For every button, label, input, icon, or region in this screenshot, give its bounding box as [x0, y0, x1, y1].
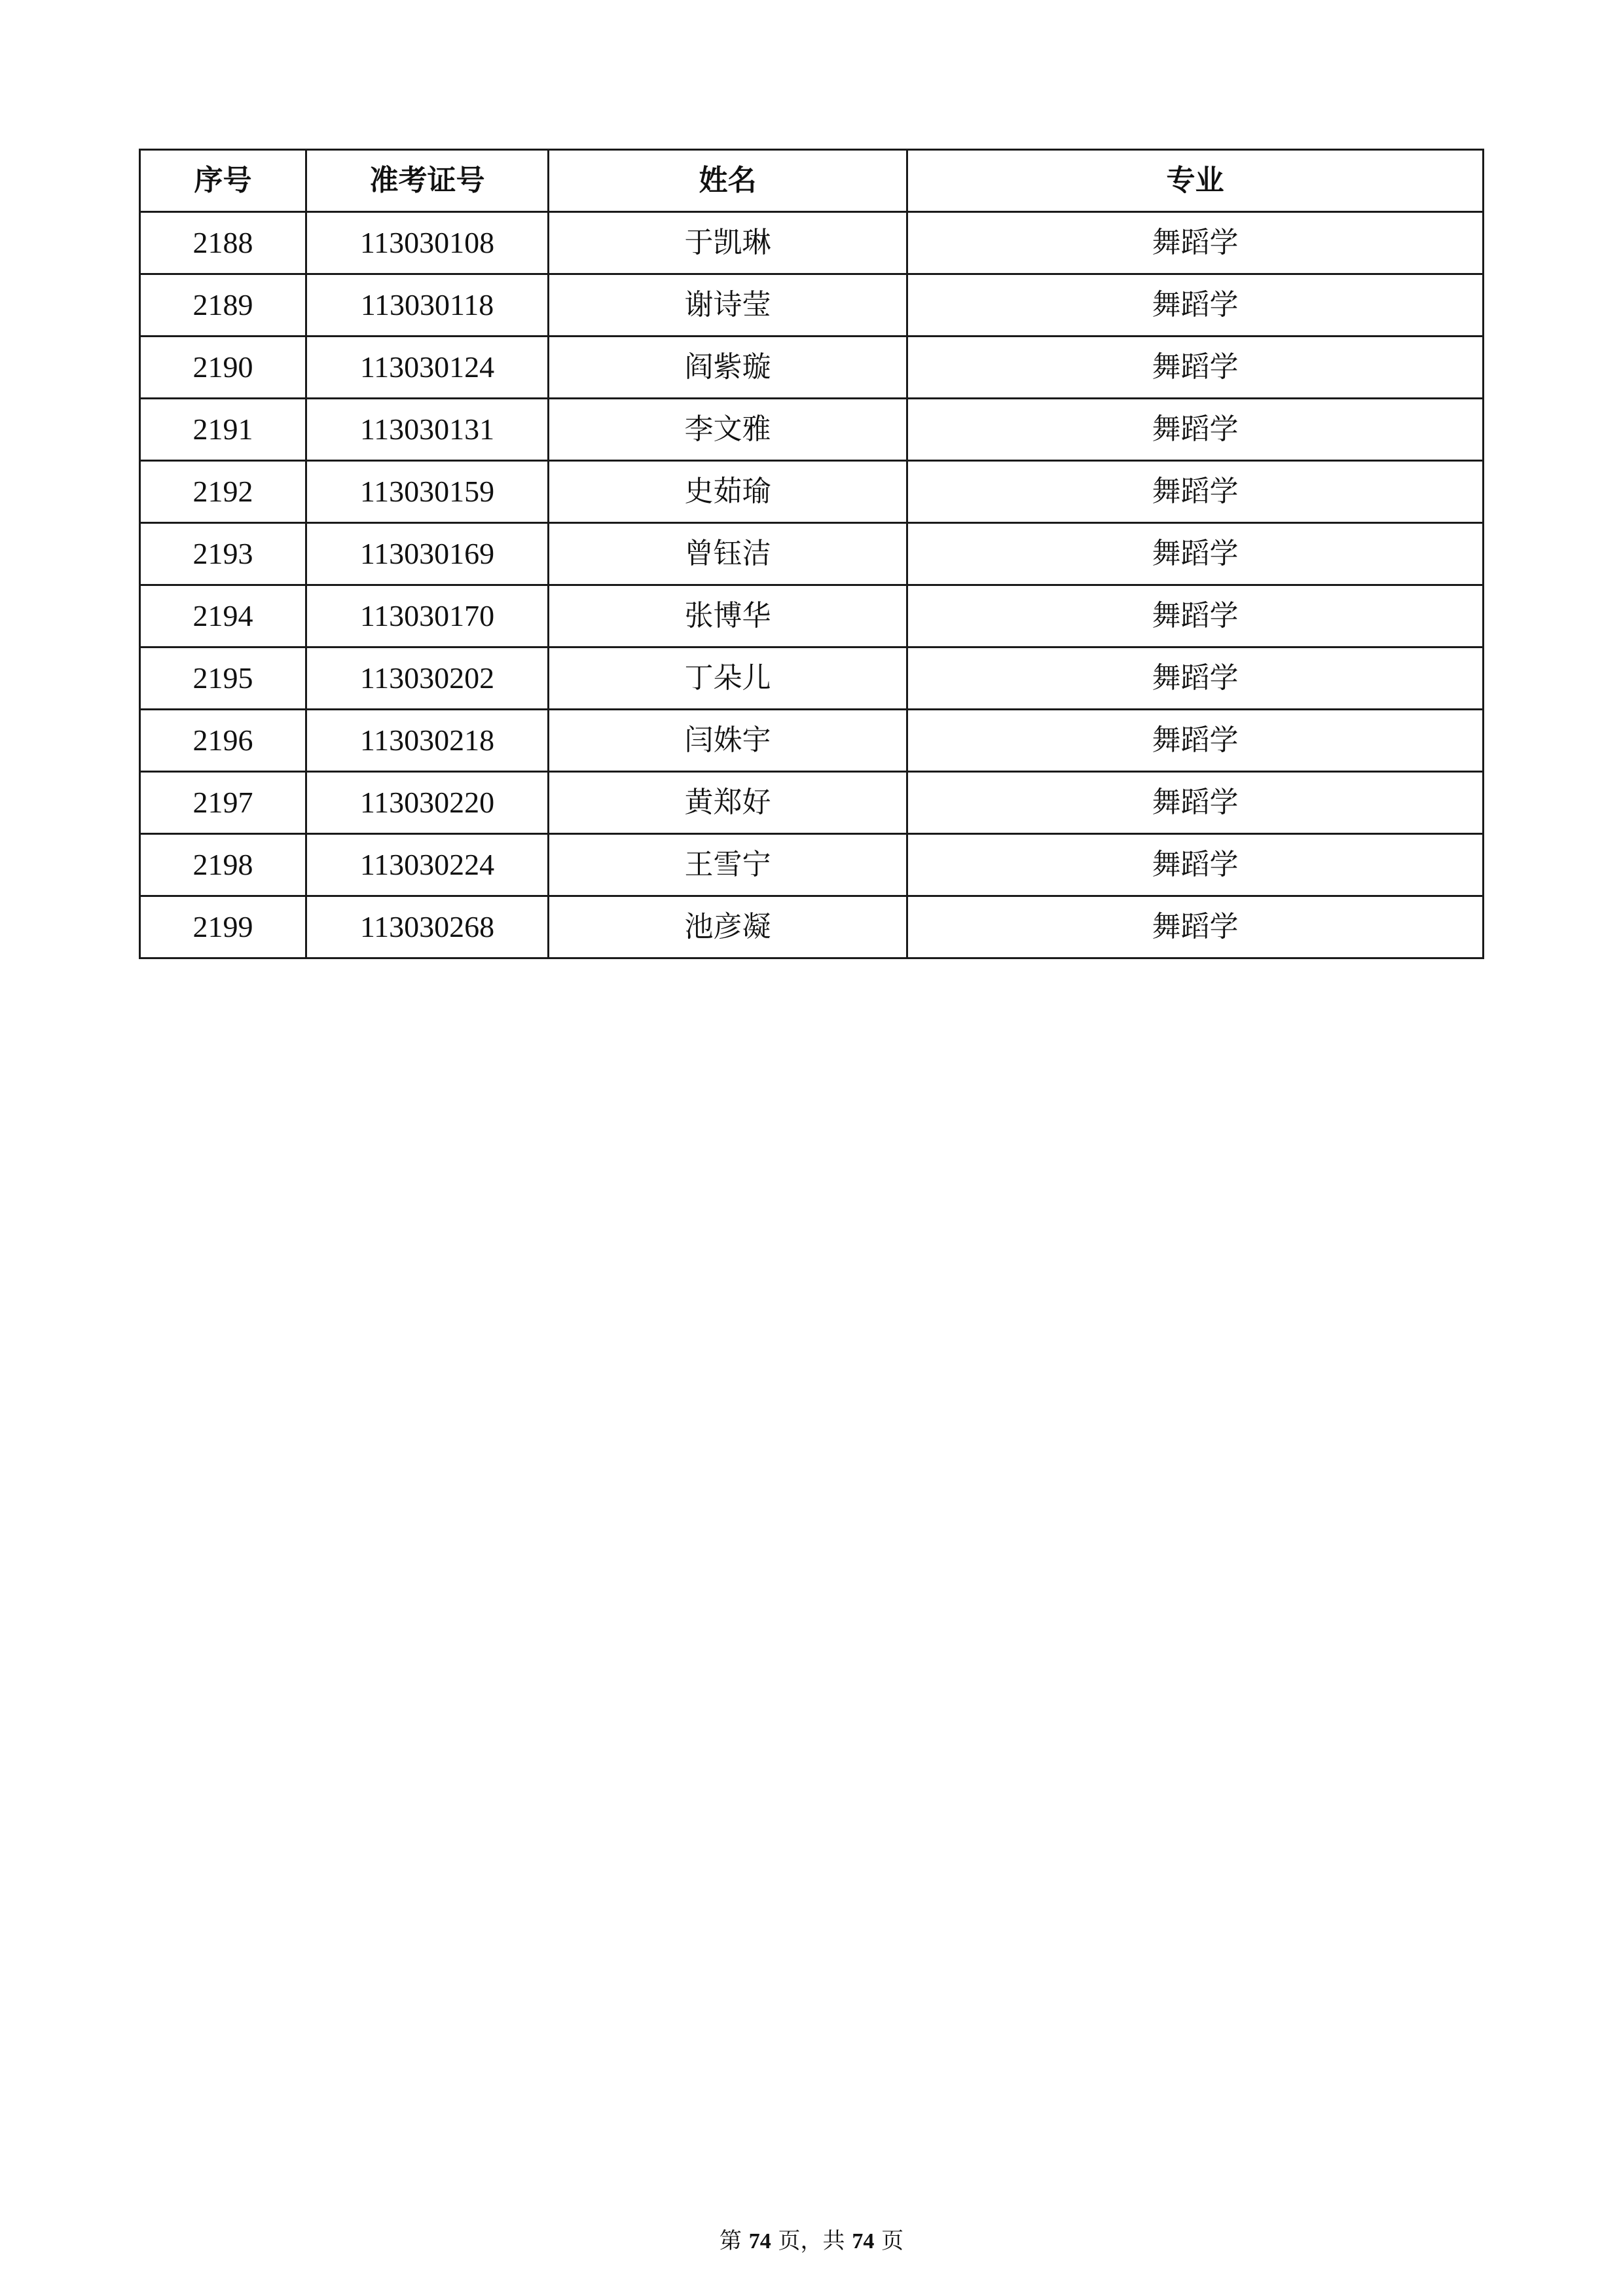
cell-name: 李文雅: [549, 399, 907, 461]
cell-major: 舞蹈学: [907, 834, 1484, 896]
cell-exam-number: 113030118: [306, 274, 549, 337]
cell-major: 舞蹈学: [907, 647, 1484, 710]
cell-seq: 2197: [140, 772, 306, 834]
cell-major: 舞蹈学: [907, 772, 1484, 834]
cell-seq: 2198: [140, 834, 306, 896]
table-row: [140, 710, 1484, 772]
table-row: [140, 896, 1484, 958]
table-row: [140, 772, 1484, 834]
current-page-number: 74: [748, 2229, 771, 2253]
cell-seq: 2196: [140, 710, 306, 772]
roster-sheet: [139, 149, 1482, 959]
header-name: 姓名: [549, 150, 907, 212]
table-row: [140, 399, 1484, 461]
cell-name: 池彦凝: [549, 896, 907, 958]
table-row: [140, 834, 1484, 896]
cell-seq: 2191: [140, 399, 306, 461]
cell-exam-number: 113030170: [306, 585, 549, 647]
header-row: [140, 150, 1484, 212]
cell-seq: 2199: [140, 896, 306, 958]
cell-major: 舞蹈学: [907, 523, 1484, 585]
cell-major: 舞蹈学: [907, 274, 1484, 337]
cell-seq: 2188: [140, 212, 306, 274]
header-seq: 序号: [140, 150, 306, 212]
cell-major: 舞蹈学: [907, 399, 1484, 461]
cell-exam-number: 113030224: [306, 834, 549, 896]
cell-seq: 2195: [140, 647, 306, 710]
cell-name: 谢诗莹: [549, 274, 907, 337]
cell-major: 舞蹈学: [907, 896, 1484, 958]
cell-seq: 2190: [140, 337, 306, 399]
table-row: [140, 647, 1484, 710]
cell-exam-number: 113030268: [306, 896, 549, 958]
cell-exam-number: 113030218: [306, 710, 549, 772]
cell-seq: 2192: [140, 461, 306, 523]
cell-major: 舞蹈学: [907, 461, 1484, 523]
footer-prefix: 第: [719, 2228, 742, 2254]
cell-seq: 2189: [140, 274, 306, 337]
cell-name: 曾钰洁: [549, 523, 907, 585]
table-row: [140, 274, 1484, 337]
cell-name: 王雪宁: [549, 834, 907, 896]
cell-name: 闫姝宇: [549, 710, 907, 772]
table-header: [140, 150, 1484, 212]
cell-seq: 2193: [140, 523, 306, 585]
cell-exam-number: 113030159: [306, 461, 549, 523]
table-row: [140, 523, 1484, 585]
cell-exam-number: 113030124: [306, 337, 549, 399]
cell-name: 阎紫璇: [549, 337, 907, 399]
cell-major: 舞蹈学: [907, 710, 1484, 772]
table-row: [140, 461, 1484, 523]
cell-name: 张博华: [549, 585, 907, 647]
cell-exam-number: 113030108: [306, 212, 549, 274]
page-footer: [0, 2223, 1623, 2255]
roster-table: [139, 149, 1484, 959]
cell-exam-number: 113030202: [306, 647, 549, 710]
total-page-number: 74: [852, 2229, 875, 2253]
footer-suffix: 页: [881, 2228, 904, 2254]
header-exam-number: 准考证号: [306, 150, 549, 212]
cell-exam-number: 113030220: [306, 772, 549, 834]
cell-name: 于凯琳: [549, 212, 907, 274]
cell-seq: 2194: [140, 585, 306, 647]
cell-exam-number: 113030131: [306, 399, 549, 461]
footer-middle: 页，共: [778, 2228, 845, 2254]
cell-major: 舞蹈学: [907, 337, 1484, 399]
header-major: 专业: [907, 150, 1484, 212]
cell-major: 舞蹈学: [907, 212, 1484, 274]
table-row: [140, 585, 1484, 647]
cell-name: 黄郑好: [549, 772, 907, 834]
cell-exam-number: 113030169: [306, 523, 549, 585]
table-row: [140, 337, 1484, 399]
cell-name: 史茹瑜: [549, 461, 907, 523]
table-body: [140, 212, 1484, 958]
cell-name: 丁朵儿: [549, 647, 907, 710]
cell-major: 舞蹈学: [907, 585, 1484, 647]
table-row: [140, 212, 1484, 274]
